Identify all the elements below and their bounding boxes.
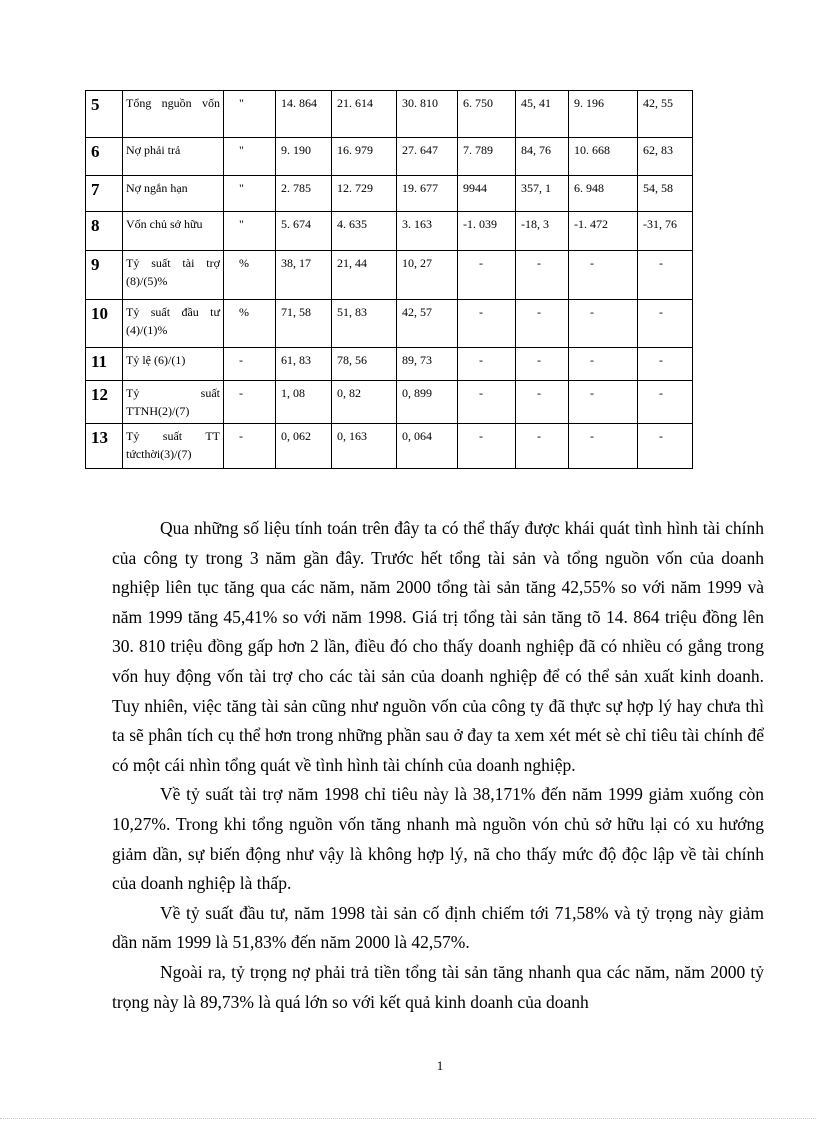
page-edge-divider — [0, 1118, 816, 1119]
value-cell: - — [458, 348, 516, 381]
row-number: 11 — [86, 348, 123, 381]
unit-cell: - — [224, 424, 276, 469]
value-cell: - — [569, 381, 638, 424]
table-row — [86, 251, 693, 300]
value-cell: 9. 190 — [276, 138, 332, 176]
indicator-name: Nợ ngắn hạn — [123, 176, 224, 212]
value-cell: - — [638, 300, 693, 348]
value-cell: 84, 76 — [516, 138, 569, 176]
value-cell: 78, 56 — [332, 348, 397, 381]
indicator-name: Tỷ suất TT tứcthời(3)/(7) — [123, 424, 224, 469]
row-number: 10 — [86, 300, 123, 348]
row-number: 13 — [86, 424, 123, 469]
table-row — [86, 138, 693, 176]
row-number: 8 — [86, 212, 123, 251]
value-cell: 38, 17 — [276, 251, 332, 300]
value-cell: - — [458, 251, 516, 300]
value-cell: 54, 58 — [638, 176, 693, 212]
value-cell: - — [569, 348, 638, 381]
table-row — [86, 381, 693, 424]
unit-cell: " — [224, 138, 276, 176]
value-cell: - — [458, 424, 516, 469]
value-cell: 51, 83 — [332, 300, 397, 348]
analysis-text — [112, 514, 764, 1017]
unit-cell: " — [224, 176, 276, 212]
unit-cell: - — [224, 348, 276, 381]
value-cell: 4. 635 — [332, 212, 397, 251]
value-cell: 357, 1 — [516, 176, 569, 212]
value-cell: -18, 3 — [516, 212, 569, 251]
table-row — [86, 91, 693, 138]
value-cell: - — [569, 424, 638, 469]
value-cell: - — [516, 424, 569, 469]
value-cell: 6. 948 — [569, 176, 638, 212]
row-number: 5 — [86, 91, 123, 138]
value-cell: 71, 58 — [276, 300, 332, 348]
value-cell: 9944 — [458, 176, 516, 212]
value-cell: -1. 472 — [569, 212, 638, 251]
unit-cell: " — [224, 212, 276, 251]
value-cell: - — [638, 424, 693, 469]
table-row — [86, 212, 693, 251]
value-cell: 6. 750 — [458, 91, 516, 138]
value-cell: - — [516, 300, 569, 348]
indicator-name: Tỷ suất TTNH(2)/(7) — [123, 381, 224, 424]
value-cell: - — [569, 251, 638, 300]
value-cell: 21. 614 — [332, 91, 397, 138]
paragraph: Qua những số liệu tính toán trên đây ta có thể thấy được khái quát tình hình tài chính của công ty trong 3 năm gần đây. Trước hết tổng tài sản và tổng nguồn vốn của doanh nghiệp liên tục tăng qua các năm, năm 2000 tổng tài sản tăng 42,55% so với năm 1999 và năm 1999 tăng 45,41% so với năm 1998. Giá trị tổng tài sản tăng tõ 14. 864 triệu đồng lên 30. 810 triệu đồng gấp hơn 2 lần, điều đó cho thấy doanh nghiệp đã có nhiều có gắng trong vốn huy động vốn tài trợ cho các tài sản của doanh nghiệp để có thể sản xuất kinh doanh. Tuy nhiên, việc tăng tài sản cũng như nguồn vốn của công ty đã thực sự hợp lý hay chưa thì ta sẽ phân tích cụ thể hơn trong những phần sau ở đay ta xem xét mét sè chỉ tiêu tài chính để có một cái nhìn tổng quát về tình hình tài chính của doanh nghiệp. — [112, 518, 764, 775]
value-cell: 30. 810 — [397, 91, 458, 138]
table-row — [86, 300, 693, 348]
value-cell: 10. 668 — [569, 138, 638, 176]
indicator-name: Tỷ lệ (6)/(1) — [123, 348, 224, 381]
value-cell: 19. 677 — [397, 176, 458, 212]
value-cell: - — [458, 300, 516, 348]
value-cell: - — [516, 251, 569, 300]
value-cell: - — [458, 381, 516, 424]
financial-indicators-table — [85, 90, 693, 469]
paragraph: Ngoài ra, tỷ trọng nợ phải trả tiền tổng tài sản tăng nhanh qua các năm, năm 2000 tỷ trọng này là 89,73% là quá lớn so với kết quả kinh doanh của doanh — [112, 961, 764, 1012]
table-row — [86, 424, 693, 469]
value-cell: 0, 064 — [397, 424, 458, 469]
value-cell: 27. 647 — [397, 138, 458, 176]
unit-cell: " — [224, 91, 276, 138]
row-number: 6 — [86, 138, 123, 176]
value-cell: 42, 57 — [397, 300, 458, 348]
table-row — [86, 348, 693, 381]
value-cell: -31, 76 — [638, 212, 693, 251]
value-cell: 9. 196 — [569, 91, 638, 138]
value-cell: 45, 41 — [516, 91, 569, 138]
row-number: 9 — [86, 251, 123, 300]
value-cell: 42, 55 — [638, 91, 693, 138]
value-cell: 12. 729 — [332, 176, 397, 212]
value-cell: - — [516, 381, 569, 424]
value-cell: - — [569, 300, 638, 348]
value-cell: 21, 44 — [332, 251, 397, 300]
value-cell: 0, 899 — [397, 381, 458, 424]
value-cell: 14. 864 — [276, 91, 332, 138]
indicator-name: Tỷ suất tài trợ (8)/(5)% — [123, 251, 224, 300]
indicator-name: Vốn chủ sở hữu — [123, 212, 224, 251]
value-cell: 89, 73 — [397, 348, 458, 381]
paragraph: Về tỷ suất đầu tư, năm 1998 tài sản cố định chiếm tới 71,58% và tỷ trọng này giảm dần năm 1999 là 51,83% đến năm 2000 là 42,57%. — [112, 902, 764, 953]
unit-cell: % — [224, 251, 276, 300]
value-cell: 0, 82 — [332, 381, 397, 424]
value-cell: - — [638, 251, 693, 300]
value-cell: - — [516, 348, 569, 381]
row-number: 12 — [86, 381, 123, 424]
value-cell: 10, 27 — [397, 251, 458, 300]
indicator-name: Tỷ suất đầu tư (4)/(1)% — [123, 300, 224, 348]
page-number: 1 — [436, 1058, 444, 1073]
indicator-name: Tổng nguồn vốn — [123, 91, 224, 138]
value-cell: 1, 08 — [276, 381, 332, 424]
value-cell: 3. 163 — [397, 212, 458, 251]
value-cell: -1. 039 — [458, 212, 516, 251]
row-number: 7 — [86, 176, 123, 212]
unit-cell: - — [224, 381, 276, 424]
value-cell: - — [638, 381, 693, 424]
table-row — [86, 176, 693, 212]
value-cell: 2. 785 — [276, 176, 332, 212]
value-cell: 62, 83 — [638, 138, 693, 176]
value-cell: - — [638, 348, 693, 381]
unit-cell: % — [224, 300, 276, 348]
indicator-name: Nợ phải trả — [123, 138, 224, 176]
value-cell: 0, 163 — [332, 424, 397, 469]
value-cell: 61, 83 — [276, 348, 332, 381]
value-cell: 16. 979 — [332, 138, 397, 176]
paragraph: Về tỷ suất tài trợ năm 1998 chỉ tiêu này là 38,171% đến năm 1999 giảm xuống còn 10,27%. Trong khi tổng nguồn vốn tăng nhanh mà nguồn vón chủ sở hữu lại có xu hướng giảm dần, sự biến động như vậy là không hợp lý, nã cho thấy mức độ độc lập về tài chính của doanh nghiệp là thấp. — [112, 784, 764, 894]
value-cell: 5. 674 — [276, 212, 332, 251]
value-cell: 0, 062 — [276, 424, 332, 469]
value-cell: 7. 789 — [458, 138, 516, 176]
